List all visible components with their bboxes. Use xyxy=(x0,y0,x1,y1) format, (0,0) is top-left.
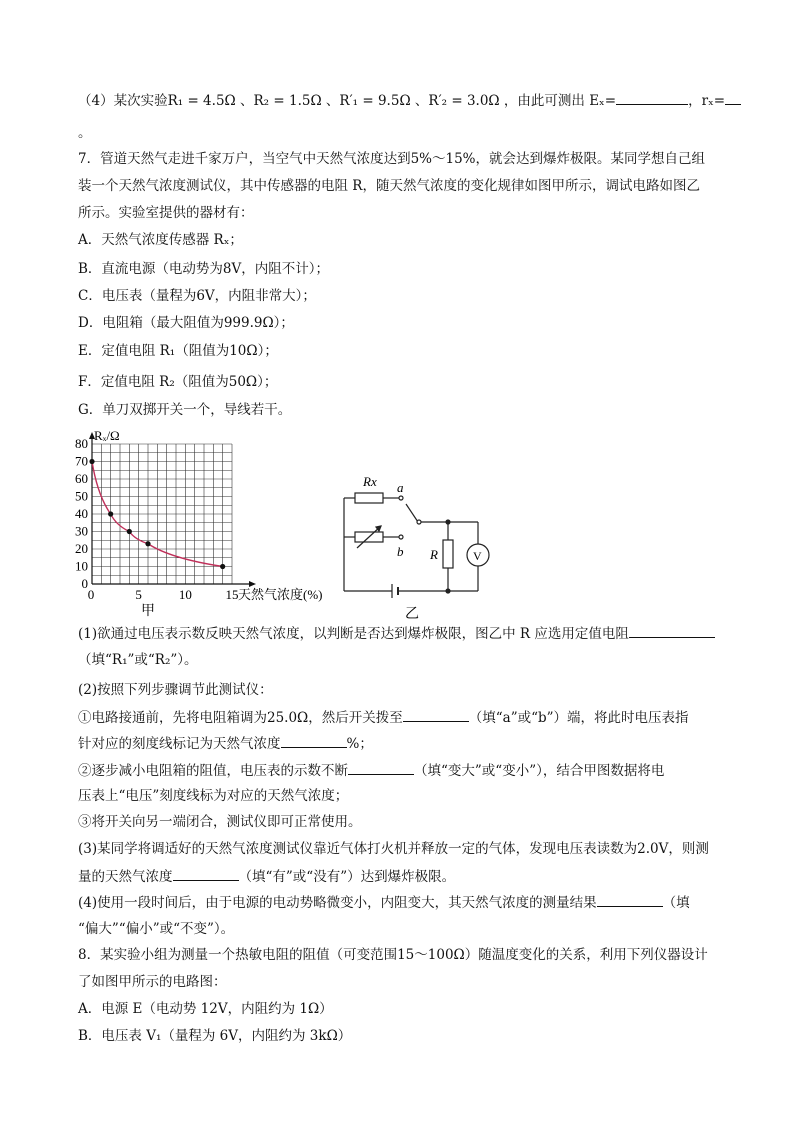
text-segment: （填“a”或“b”）端，将此时电压表指 xyxy=(468,710,689,726)
text-segment: C．电压表（量程为6V，内阻非常大）； xyxy=(78,288,316,304)
text-segment: B．电压表 V₁（量程为 6V，内阻约为 3kΩ） xyxy=(78,1028,352,1044)
text-segment: A．电源 E（电动势 12V，内阻约为 1Ω） xyxy=(78,1001,333,1017)
label-r: R xyxy=(430,547,438,562)
text-segment: 压表上“电压”刻度线标为对应的天然气浓度； xyxy=(78,788,349,804)
text-segment: E．定值电阻 R₁（阻值为10Ω）； xyxy=(78,343,278,359)
text-line xyxy=(78,373,277,391)
text-line xyxy=(78,813,362,831)
text-segment: B．直流电源（电动势为8V，内阻不计）； xyxy=(78,261,330,277)
text-line xyxy=(78,840,709,858)
text-segment: 装一个天然气浓度测试仪，其中传感器的电阻 R，随天然气浓度的变化规律如图甲所示，调试电路如图乙 xyxy=(78,178,700,194)
text-segment: 量的天然气浓度 xyxy=(78,869,173,885)
text-segment: 。 xyxy=(78,125,92,141)
text-line xyxy=(78,177,700,195)
text-line xyxy=(78,314,294,332)
text-line xyxy=(78,651,198,669)
y-tick-label: 20 xyxy=(75,541,88,556)
label-a: a xyxy=(397,480,404,495)
answer-blank[interactable] xyxy=(616,91,688,105)
x-axis-label: 天然气浓度(%) xyxy=(238,587,323,602)
text-segment: (2)按照下列步骤调节此测试仪： xyxy=(78,682,273,698)
text-line xyxy=(78,920,234,938)
x-tick-label: 10 xyxy=(178,587,192,602)
answer-blank[interactable] xyxy=(725,91,741,105)
text-line xyxy=(78,681,273,699)
text-segment: ③将开关向另一端闭合，测试仪即可正常使用。 xyxy=(78,814,362,830)
fixed-resistor-r xyxy=(443,540,453,568)
x-tick-label: 0 xyxy=(87,587,95,602)
label-b: b xyxy=(397,544,404,559)
answer-blank[interactable] xyxy=(403,708,469,722)
text-line xyxy=(78,231,243,249)
answer-blank[interactable] xyxy=(173,867,239,881)
data-point xyxy=(108,511,113,516)
text-segment: (4)使用一段时间后，由于电源的电动势略微变小，内阻变大，其天然气浓度的测量结果 xyxy=(78,895,597,911)
text-segment: (3)某同学将调适好的天然气浓度测试仪靠近气体打火机并释放一定的气体，发现电压表读数为2.0V，则测 xyxy=(78,841,709,857)
x-tick-label: 5 xyxy=(135,587,142,602)
text-segment: F．定值电阻 R₂（阻值为50Ω）； xyxy=(78,374,278,390)
y-tick-label: 80 xyxy=(75,436,88,451)
text-segment: （填“有”或“没有”）达到爆炸极限。 xyxy=(238,869,456,885)
text-segment: 8．某实验小组为测量一个热敏电阻的阻值（可变范围15～100Ω）随温度变化的关系，利用下列仪器设计 xyxy=(78,947,708,963)
text-line xyxy=(78,973,227,991)
text-segment: 了如图甲所示的电路图： xyxy=(78,974,227,990)
y-tick-label: 70 xyxy=(75,453,88,469)
text-line xyxy=(78,260,329,278)
data-point xyxy=(89,459,94,464)
text-segment: %； xyxy=(346,736,373,752)
text-segment: （填 xyxy=(662,895,690,911)
y-tick-label: 10 xyxy=(75,558,88,574)
y-tick-label: 60 xyxy=(75,471,88,486)
x-tick-label: 15 xyxy=(225,587,239,602)
text-line xyxy=(78,150,705,168)
y-tick-label: 0 xyxy=(81,576,88,591)
label-rx: Rx xyxy=(363,474,377,489)
text-segment: “偏大”“偏小”或“不变”）。 xyxy=(78,921,235,937)
text-line xyxy=(78,624,715,643)
y-tick-label: 40 xyxy=(75,506,88,521)
answer-blank[interactable] xyxy=(629,624,715,638)
answer-blank[interactable] xyxy=(348,761,414,775)
chart-caption: 甲 xyxy=(141,604,155,619)
text-line xyxy=(78,204,254,222)
y-tick-label: 50 xyxy=(75,488,88,504)
text-segment: 针对应的刻度线标记为天然气浓度 xyxy=(78,736,281,752)
text-segment: A．天然气浓度传感器 Rₓ； xyxy=(78,232,243,248)
text-line xyxy=(78,124,92,142)
text-segment: ，rₓ= xyxy=(688,93,726,109)
text-segment: （4）某次实验R₁ = 4.5Ω 、R₂ = 1.5Ω 、R′₁ = 9.5Ω 、R′₂ = 3.0Ω ，由此可测出 Eₓ= xyxy=(78,93,617,109)
answer-blank[interactable] xyxy=(281,734,347,748)
text-line xyxy=(78,91,741,110)
circuit-caption: 乙 xyxy=(405,607,419,620)
text-line xyxy=(78,1027,351,1045)
text-segment: （填“R₁”或“R₂”）。 xyxy=(78,652,198,668)
text-line xyxy=(78,708,689,727)
text-line xyxy=(78,946,708,964)
text-line xyxy=(78,787,348,805)
text-segment: 7．管道天然气走进千家万户，当空气中天然气浓度达到5%～15%，就会达到爆炸极限。某同学想自己组 xyxy=(78,151,706,167)
text-line xyxy=(78,1000,333,1018)
text-segment: ①电路接通前，先将电阻箱调为25.0Ω，然后开关拨至 xyxy=(78,710,403,726)
text-line xyxy=(78,734,373,753)
text-segment: (1)欲通过电压表示数反映天然气浓度，以判断是否达到爆炸极限，图乙中 R 应选用定值电阻 xyxy=(78,626,629,642)
text-line xyxy=(78,342,278,360)
text-segment: G．单刀双掷开关一个，导线若干。 xyxy=(78,402,292,418)
text-line xyxy=(78,287,316,305)
data-point xyxy=(127,529,132,534)
switch-pivot xyxy=(417,520,421,524)
data-point xyxy=(220,564,225,569)
text-segment: 所示。实验室提供的器材有： xyxy=(78,205,254,221)
resistance-concentration-chart xyxy=(60,428,340,620)
y-axis-label: Rₓ/Ω xyxy=(94,428,120,443)
switch-blade xyxy=(406,504,418,522)
label-v: V xyxy=(473,549,482,563)
data-point xyxy=(145,541,150,546)
text-segment: D．电阻箱（最大阻值为999.9Ω）； xyxy=(78,315,294,331)
text-line xyxy=(78,761,664,780)
y-tick-label: 30 xyxy=(75,523,88,539)
rx-resistor xyxy=(355,493,383,503)
text-segment: ②逐步减小电阻箱的阻值，电压表的示数不断 xyxy=(78,763,348,779)
answer-blank[interactable] xyxy=(597,893,663,907)
text-line xyxy=(78,401,291,419)
text-segment: （填“变大”或“变小”），结合甲图数据将电 xyxy=(414,763,665,779)
circuit-diagram xyxy=(330,460,500,620)
text-line xyxy=(78,867,455,886)
text-line xyxy=(78,893,690,912)
terminal-b xyxy=(399,535,403,539)
terminal-a xyxy=(399,496,403,500)
